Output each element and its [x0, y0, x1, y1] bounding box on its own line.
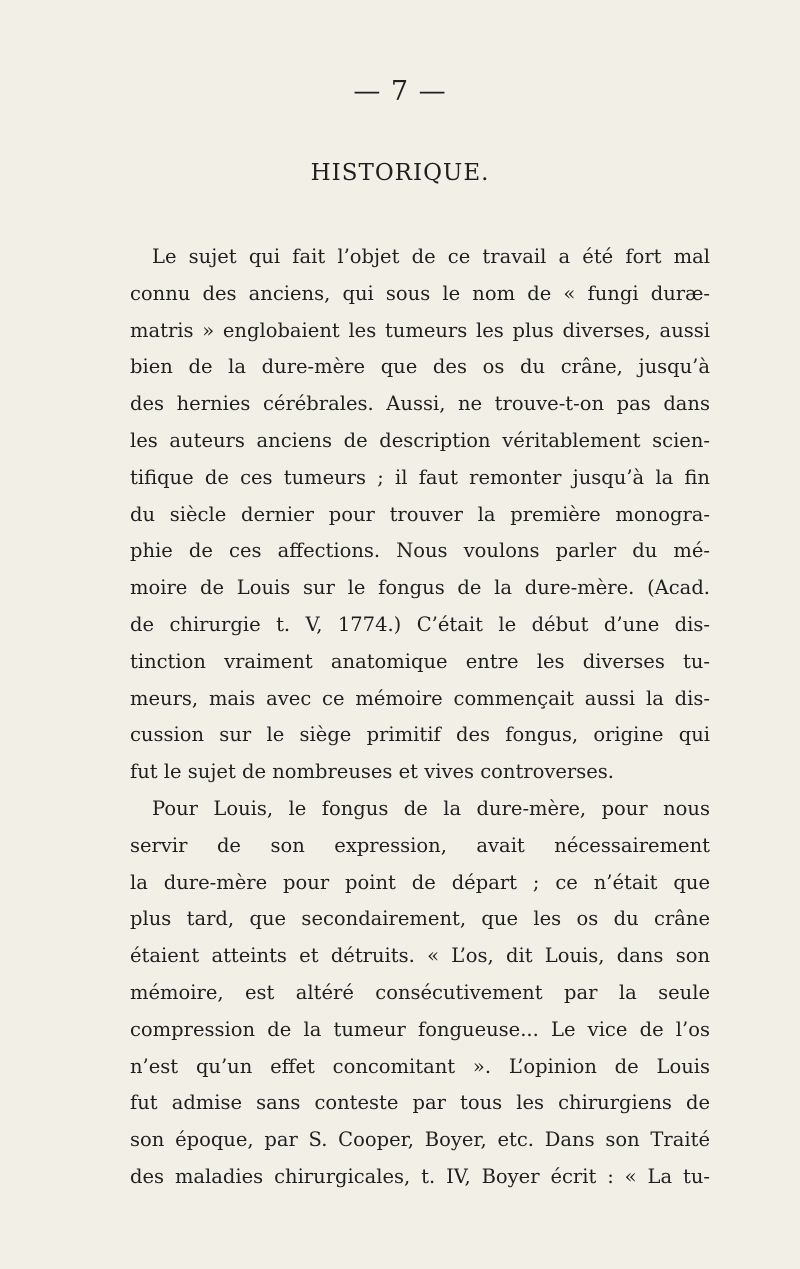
text-line: plus tard, que secondairement, que les os du crâne [130, 907, 710, 931]
text-line: matris » englobaient les tumeurs les plus diverses, aussi [130, 318, 710, 342]
text-line: phie de ces affections. Nous voulons parler du mé- [130, 539, 710, 563]
text-line: compression de la tumeur fongueuse... Le vice de l’os [130, 1017, 710, 1041]
text-line: de chirurgie t. V, 1774.) C’était le début d’une dis- [130, 612, 710, 636]
text-line: fut admise sans conteste par tous les chirurgiens de [130, 1091, 710, 1115]
text-line: tinction vraiment anatomique entre les diverses tu- [130, 649, 710, 673]
text-line: Pour Louis, le fongus de la dure-mère, pour nous [152, 796, 710, 820]
section-title: HISTORIQUE. [310, 160, 490, 186]
text-line: mémoire, est altéré consécutivement par la seule [130, 980, 710, 1004]
paragraph-1 [130, 239, 710, 791]
page-number: — 7 — [353, 76, 447, 107]
text-line: servir de son expression, avait nécessairement [130, 833, 710, 857]
text-line: les auteurs anciens de description véritablement scien- [130, 428, 710, 452]
text-line: cussion sur le siège primitif des fongus, origine qui [130, 723, 710, 747]
text-line: tifique de ces tumeurs ; il faut remonter jusqu’à la fin [130, 465, 710, 489]
body-text [130, 239, 710, 1196]
text-line: son époque, par S. Cooper, Boyer, etc. Dans son Traité [130, 1128, 710, 1152]
text-line: n’est qu’un effet concomitant ». L’opinion de Louis [130, 1054, 710, 1078]
paragraph-2 [130, 791, 710, 1196]
text-line: du siècle dernier pour trouver la première monogra- [130, 502, 710, 526]
text-line: étaient atteints et détruits. « L’os, dit Louis, dans son [130, 944, 710, 968]
text-line: des maladies chirurgicales, t. IV, Boyer écrit : « La tu- [130, 1164, 710, 1188]
text-line: meurs, mais avec ce mémoire commençait aussi la dis- [130, 686, 710, 710]
text-line: connu des anciens, qui sous le nom de « fungi duræ- [130, 281, 710, 305]
text-line: Le sujet qui fait l’objet de ce travail a été fort mal [152, 245, 710, 268]
text-line: des hernies cérébrales. Aussi, ne trouve-t-on pas dans [130, 392, 710, 416]
text-line: moire de Louis sur le fongus de la dure-mère. (Acad. [130, 576, 710, 600]
text-line: bien de la dure-mère que des os du crâne, jusqu’à [130, 355, 710, 379]
text-line: fut le sujet de nombreuses et vives controverses. [130, 760, 614, 784]
text-line: la dure-mère pour point de départ ; ce n’était que [130, 870, 710, 894]
